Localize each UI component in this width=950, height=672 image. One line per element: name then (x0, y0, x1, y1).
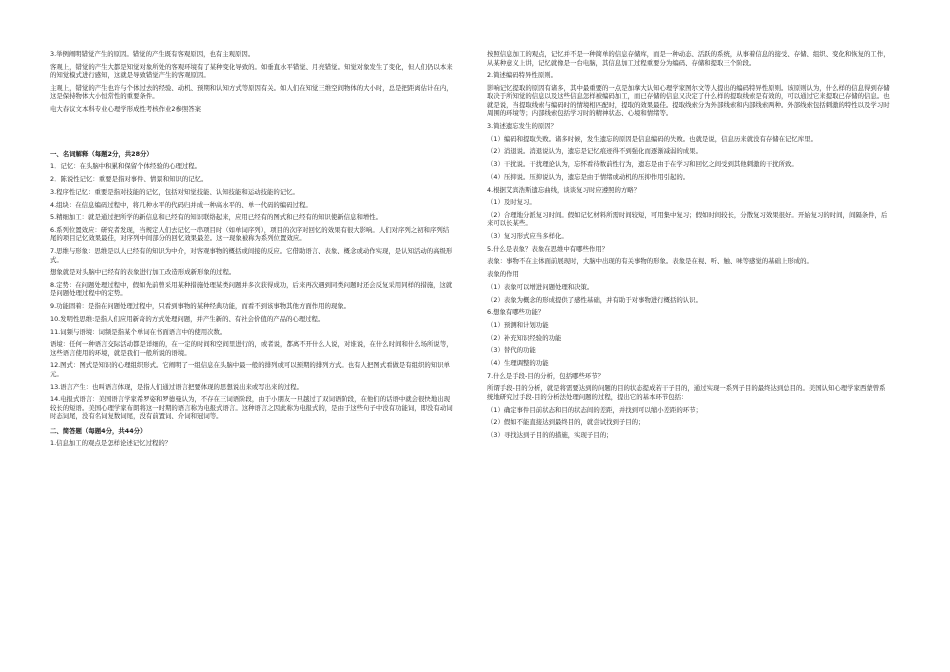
answer-item: （1）预测和计划功能 (487, 320, 549, 329)
question-item: 5.什么是表象？表象在思维中有哪些作用？ (487, 244, 609, 253)
definition-item: 9.功能固着：是指在问题处理过程中，只看到事物的某种经典功能，而看不到该事物其他方面作用的现象。 (50, 302, 351, 311)
paragraph: 3.举例阐明错觉产生的原因。错觉的产生既有客观原因，也有主观原因。 (50, 50, 255, 58)
definition-item: 12.图式：图式是知识的心理组织形式。它阐明了一组信息在头脑中最一般的排列或可以预期的排列方式。也有人把图式看做是有组织的知识单元。 (50, 361, 450, 378)
answer-item: （4）压抑说。压抑说认为，遗忘是由于情绪或动机的压抑作用引起的。 (487, 172, 690, 181)
answer-item: （1）编码和提取失败。诸多时候，发生遗忘的原因是信息编码的失败。也就是说，信息历来就没有存储在记忆库里。 (487, 134, 817, 143)
definition-item: 6.系列位置效应：研究者发现，当规定人们去记忆一串项目时（如单词序列），项目的次序对回忆的效果有很大影响。人们对序列之初和序列结尾的项目记忆效果最佳，对序列中间部分的回忆效果最差。这一现象被称为系列位置效应。 (50, 225, 450, 243)
answer-paragraph: 所谓手段-目的分析，就是将需要达到的问题的目的状态提成若干子目的，通过实现一系列子目的最终达到总目的。美国认知心理学家西蒙曾系统地研究过手段-目的分析法处理问题的过程，提出它的基本环节包括： (487, 384, 886, 401)
definition-item: 13.语言产生：也叫语言体现，是指人们通过语言把要体现的思想说出来或写出来的过程。 (50, 382, 304, 391)
definition-item: 语境：任何一种语言交际活动都是详细的，在一定的时间和空间里进行的，或者说，都离不开什么人说，对谁说，在什么时间和什么场所说等，这些语言使用的环境，就是我们一般所说的语境。 (50, 340, 453, 357)
paragraph: 客观上，错觉的产生大都是知觉对象所处的客观环境有了某种变化导致的。如垂直水平错觉、月亮错觉。知觉对象发生了变化，但人们仍以本来的知觉模式进行感知，这就是导致错觉产生的客观原因。 (50, 62, 453, 80)
answer-paragraph: 表象：事物不在主体面前展现时，大脑中出现的有关事物的形象。表象是在视、听、触、味等感觉的基础上形成的。 (487, 257, 813, 266)
definition-item: 10.发明性思维:是指人们应用新奇的方式处理问题，并产生新的、有社会价值的产品的心理过程。 (50, 314, 325, 323)
question-item: 6.想象有哪些功能？ (487, 308, 545, 317)
definition-item: 5.精细加工：就是通过把所学的新信息和已经有的知识联络起来，应用已经有的图式和已经有的知识使新信息和增性。 (50, 213, 383, 222)
answer-item: （1）确定事件目前状态和目的状态间的差距，并找到可以缩小差距的环节； (487, 405, 702, 414)
definition-item: 3.程序性记忆：重要是指对技能的记忆，包括对知觉技能、认知技能和运动技能的记忆。 (50, 187, 299, 196)
definition-item: 14.电报式语言：美国语言学家希罗姿和罗德曼认为，不存在三词语阶段，由于小朋友一旦越过了双词语阶段，在他们的话语中就会很快地出现较长的短语。美国心理学家布朗将这一时期的语言称为电报式语言。这种语言之因此称为电报式的，是由于这些句子中没有功能词，即没有动词时态词尾，没有名词复数词尾，没有前置词、介词和冠词等。 (50, 395, 453, 421)
question-item: 2.简述编码特异性原则。 (487, 71, 558, 80)
answer-item: （4）生理调整的功能 (487, 358, 549, 367)
answer-item: （2）消退说。消退说认为，遗忘是记忆痕迹得不到强化而逐渐减弱的成果。 (487, 147, 702, 156)
right-column (487, 50, 891, 444)
answer-item: （3）干扰说。干扰理论认为，忘怀看待数前性行为，遗忘是由于在学习和回忆之间受到其他刺激的干扰所致。 (487, 160, 798, 169)
answer-item: （2）合理地分派复习时间。假如记忆材料所需时间较短，可用集中复习；假如时间较长，分散复习效果很好。开始复习的时间，间隔条件，后来可以长某些。 (487, 210, 888, 228)
definition-item: 想象就是对头脑中已经有的表象进行加工改造形成新形象的过程。 (50, 268, 236, 277)
document-title: 电大春议文本科专业心理学形成性考核作业2参照答案 (50, 105, 202, 114)
definition-item: 4.组块：在信息编码过程中，将几种水平的代码归并成一种高水平的、单一代码的编码过程。 (50, 200, 312, 209)
question-item: 4.根据艾宾浩斯遗忘曲线，谈谈复习时应遵照的方略？ (487, 185, 641, 194)
left-column (50, 50, 454, 452)
section-heading: 一、名词解释（每题2分，共28分） (50, 149, 153, 158)
question-item: 7.什么是手段-目的分析，包括哪些环节？ (487, 371, 605, 380)
answer-item: （2）假如不能直接达到最终目的，就尝试找到子目的； (487, 418, 645, 427)
definition-item: 1．记忆：在头脑中积累和保留个体经验的心理过程。 (50, 162, 202, 171)
definition-item: 2．陈说性记忆：重要是指对事件、情景和知识的记忆。 (50, 175, 208, 184)
answer-item: （2）补充知识经验的功能 (487, 333, 562, 342)
answer-subtitle: 表象的作用 (487, 270, 519, 279)
answer-item: （1）及时复习。 (487, 198, 536, 207)
definition-item: 11.词频与语境：词频是指某个单词在书面语言中的使用次数。 (50, 327, 227, 336)
question-item: 1.信息加工的观点是怎样论述记忆过程的？ (50, 439, 172, 448)
section-heading: 二、简答题（每题4分，共44分） (50, 426, 147, 435)
answer-item: （3）寻找达到子目的的措施，实现子目的； (487, 430, 613, 439)
definition-item: 8.定势：在问题处理过程中，假如先前曾采用某种措施处理某类问题并多次获得成功，后来再次遇到同类问题时还会反复采用同样的措施，这就是问题处理过程中的定势。 (50, 280, 453, 298)
definition-item: 7.思维与形象：思维是以人已经有的知识为中介，对客观事物的概括或间接的反应。它借助语言、表象、概念或动作实现，是认知活动的高级形式。 (50, 247, 453, 264)
answer-item: （3）替代的功能 (487, 346, 536, 355)
answer-item: （3）复习形式应当多样化。 (487, 232, 568, 241)
answer-item: （2）表象为概念的形成提供了感性基础，并有助于对事物进行概括的认识。 (487, 295, 702, 304)
answer-paragraph: 按照信息加工的观点，记忆并不是一种简单的信息存储库，而是一种动态、活跃的系统，从事着信息的接受、存储、组织、变化和恢复的工作，从某种意义上讲，记忆就像是一台电脑，其信息加工过程重要分为编码、存储和提取三个阶段。 (487, 50, 890, 67)
answer-item: （1）表象可以增进问题处理和决策。 (487, 282, 594, 291)
question-item: 3.简述遗忘发生的原因？ (487, 122, 558, 131)
answer-paragraph: 影响记忆提取的原因有诸多，其中最重要的一点是加拿大认知心理学家图尔文等人提出的编码特异性原则。该原则认为，什么样的信息得到存储取决于所知觉的信息以及这些信息怎样被编码加工，而已存储的信息又决定了什么样的提取线索是有效的，可以通过它来提取已存储的信息。也就是说，当提取线索与编码时的情境相匹配时，提取的效果最佳。提取线索分为外部线索和内部线索两种。外部线索包括刺激的特性以及学习时周围的环境等；内部线索包括学习时的精神状态、心境和情绪等。 (487, 83, 890, 118)
paragraph: 主观上，错觉的产生也许与个体过去的经验、动机、预期和认知方式等原因有关。如人们在知觉三维空间物体的大小时，总是把距离估计在内，这是保持物体大小恒常性的重要条件。 (50, 83, 453, 101)
